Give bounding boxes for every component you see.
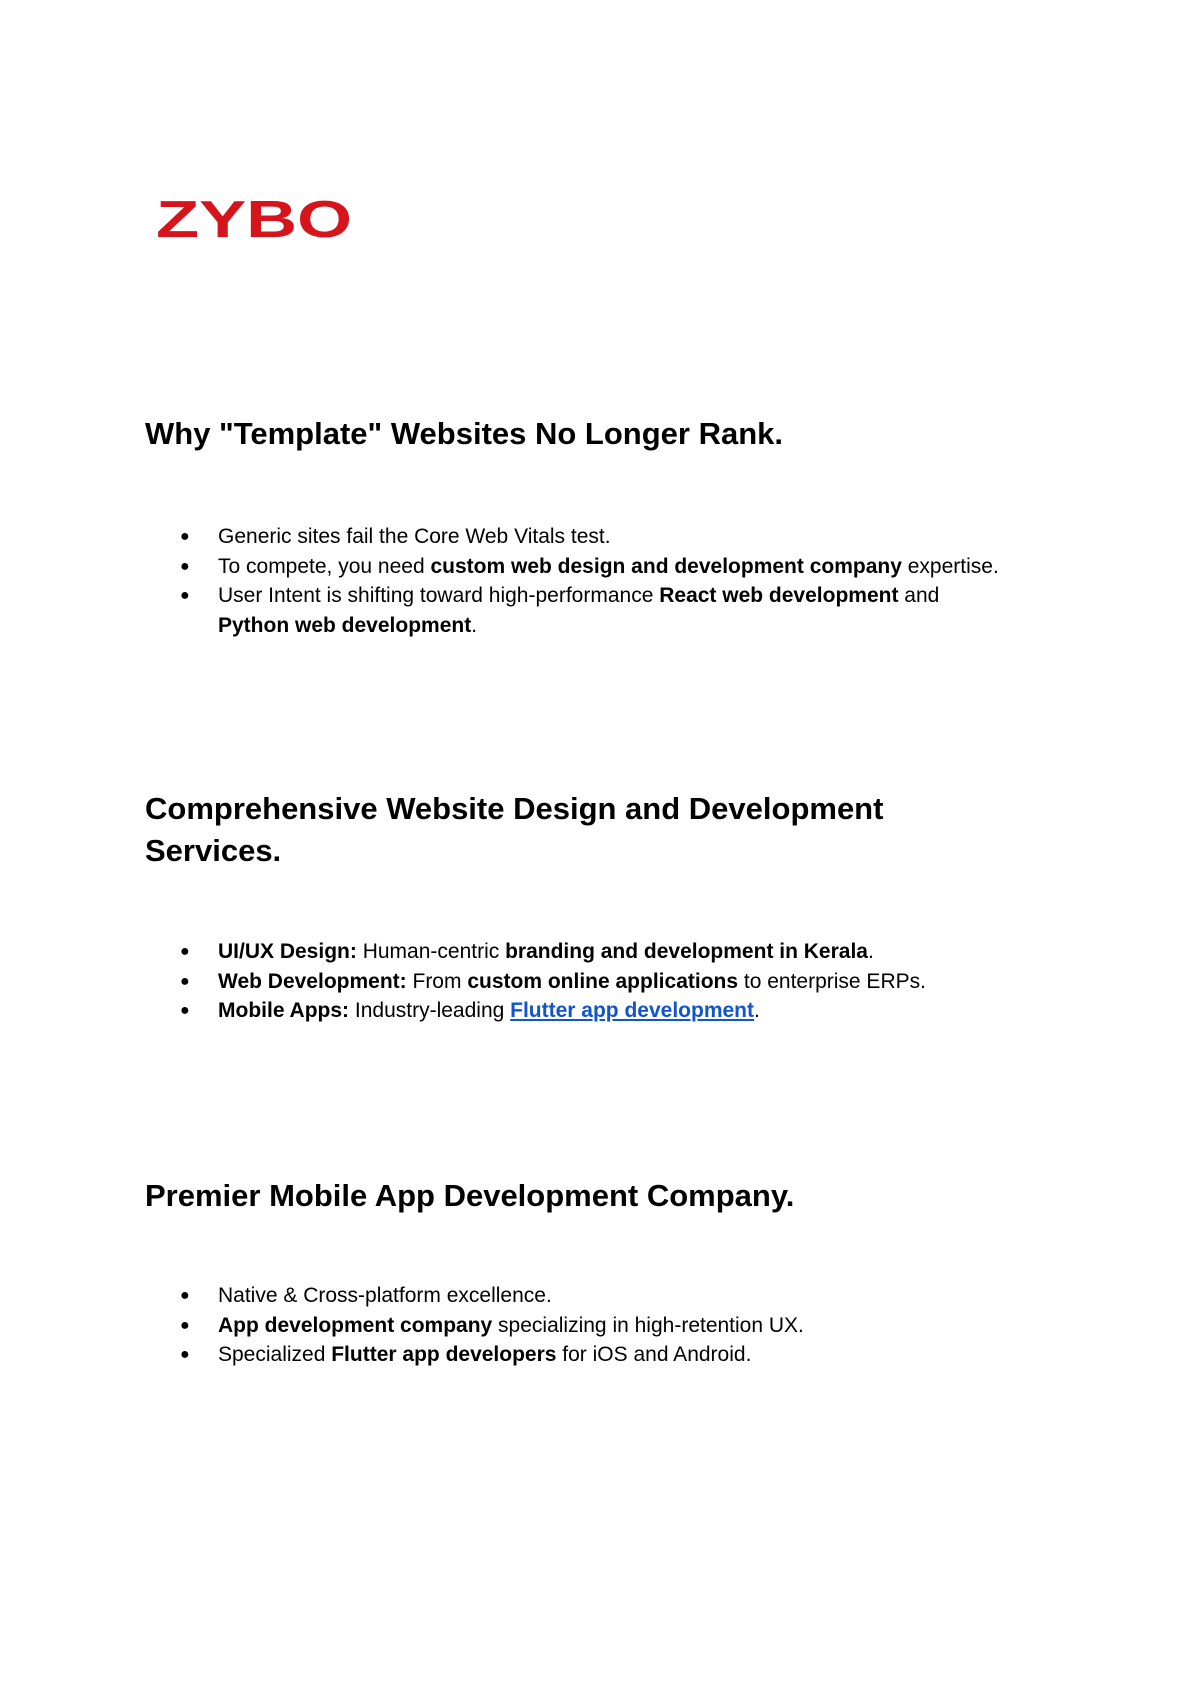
bullet-icon: ●: [180, 1002, 190, 1019]
mobile-app-list: [180, 1281, 1080, 1370]
services-list: [180, 937, 1080, 1026]
list-item-text: .: [471, 613, 478, 637]
list-item: [180, 1281, 1080, 1311]
list-item: [180, 1311, 1080, 1341]
bullet-icon: ●: [180, 557, 190, 575]
bullet-icon: ●: [180, 1316, 190, 1334]
zybo-logo: [156, 196, 352, 242]
list-item-text: and: [898, 584, 940, 607]
list-item: [180, 967, 1080, 997]
heading-line: Services.: [145, 833, 282, 868]
list-item-bold-text: branding and development in Kerala: [505, 940, 868, 963]
list-item-bold-text: Web Development:: [218, 969, 407, 993]
list-item-text: Generic sites fail the Core Web Vitals test.: [218, 525, 611, 548]
list-item-text: Industry-leading: [349, 999, 511, 1022]
section-heading-mobile-app-company: Premier Mobile App Development Company.: [145, 1178, 795, 1213]
list-item-text: User Intent is shifting toward high-performance: [218, 584, 660, 607]
list-item-text: .: [867, 940, 874, 963]
bullet-icon: ●: [180, 587, 190, 604]
heading-line: Comprehensive Website Design and Development: [145, 791, 884, 826]
list-item-bold-text: App development company: [218, 1313, 493, 1337]
bullet-icon: ●: [180, 1346, 190, 1363]
template-websites-list: [180, 522, 1080, 640]
logo-text: ZYBO: [156, 196, 352, 242]
list-item: [180, 1340, 1080, 1370]
flutter-app-development-link[interactable]: Flutter app development: [510, 999, 754, 1022]
list-item-bold-text: Mobile Apps:: [218, 999, 350, 1022]
zybo-logo-image: [156, 196, 352, 242]
list-item: [180, 937, 1080, 967]
section-heading-comprehensive-services: [145, 788, 1045, 872]
list-item-text: expertise.: [901, 554, 999, 578]
list-item-text: Human-centric: [356, 940, 506, 963]
list-item-text: for iOS and Android.: [556, 1343, 752, 1366]
list-item-text: Specialized: [218, 1343, 332, 1366]
bullet-icon: ●: [180, 528, 190, 545]
list-item-bold-text: custom web design and development company: [430, 554, 902, 578]
list-item: [180, 552, 1080, 582]
list-item-text: To compete, you need: [218, 554, 431, 578]
bullet-icon: ●: [180, 943, 190, 960]
list-item-text: From: [406, 969, 468, 993]
list-item-bold-text: Flutter app developers: [331, 1343, 557, 1366]
list-item-bold-text: UI/UX Design:: [218, 940, 357, 963]
bullet-icon: ●: [180, 1287, 190, 1304]
list-item-bold-text: React web development: [659, 584, 899, 607]
section-heading-template-websites: Why "Template" Websites No Longer Rank.: [145, 416, 784, 451]
list-item: [180, 522, 1080, 552]
list-item-text: .: [754, 999, 760, 1022]
list-item-text: Native & Cross-platform excellence.: [218, 1284, 552, 1307]
list-item: [180, 581, 1080, 640]
list-item-bold-text: Python web development: [218, 613, 472, 637]
bullet-icon: ●: [180, 972, 190, 990]
list-item: [180, 996, 1080, 1026]
list-item-bold-text: custom online applications: [467, 969, 739, 993]
list-item-text: to enterprise ERPs.: [738, 969, 926, 993]
list-item-text: specializing in high-retention UX.: [492, 1313, 804, 1337]
